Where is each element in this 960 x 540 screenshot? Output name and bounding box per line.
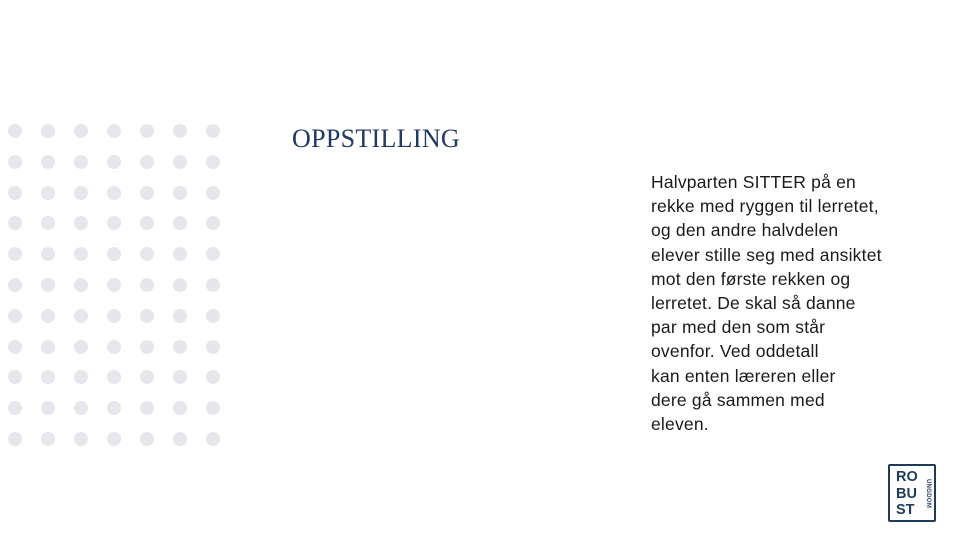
decorative-dot bbox=[41, 340, 55, 354]
logo-wordmark bbox=[896, 469, 918, 519]
decorative-dot bbox=[41, 186, 55, 200]
decorative-dot bbox=[8, 155, 22, 169]
decorative-dot bbox=[140, 340, 154, 354]
decorative-dot bbox=[8, 340, 22, 354]
logo-line: RO bbox=[896, 469, 918, 485]
body-line: ovenfor. Ved oddetall bbox=[651, 341, 819, 362]
logo-side-text: UNGDOM bbox=[925, 479, 931, 509]
decorative-dot bbox=[173, 186, 187, 200]
body-line: og den andre halvdelen bbox=[651, 220, 839, 241]
decorative-dot bbox=[41, 370, 55, 384]
decorative-dot bbox=[41, 401, 55, 415]
decorative-dot bbox=[107, 155, 121, 169]
decorative-dot bbox=[8, 247, 22, 261]
body-line: elever stille seg med ansiktet bbox=[651, 244, 882, 265]
body-line: rekke med ryggen til lerretet, bbox=[651, 196, 879, 217]
decorative-dot bbox=[140, 278, 154, 292]
decorative-dot bbox=[8, 124, 22, 138]
decorative-dot bbox=[107, 186, 121, 200]
body-line: lerretet. De skal så danne bbox=[651, 293, 856, 314]
decorative-dot bbox=[74, 278, 88, 292]
decorative-dot bbox=[8, 401, 22, 415]
decorative-dot bbox=[140, 186, 154, 200]
decorative-dot bbox=[41, 278, 55, 292]
decorative-dot bbox=[206, 247, 220, 261]
decorative-dot bbox=[8, 309, 22, 323]
body-line: Halvparten SITTER på en bbox=[651, 172, 856, 192]
decorative-dot bbox=[173, 401, 187, 415]
decorative-dot bbox=[206, 124, 220, 138]
decorative-dot bbox=[8, 432, 22, 446]
decorative-dot bbox=[173, 340, 187, 354]
decorative-dot bbox=[140, 216, 154, 230]
decorative-dot bbox=[8, 370, 22, 384]
decorative-dot bbox=[173, 124, 187, 138]
decorative-dot bbox=[107, 370, 121, 384]
decorative-dot bbox=[107, 247, 121, 261]
decorative-dot bbox=[140, 247, 154, 261]
decorative-dot bbox=[74, 309, 88, 323]
logo-line: ST bbox=[896, 502, 915, 518]
decorative-dot bbox=[8, 216, 22, 230]
decorative-dot bbox=[206, 155, 220, 169]
decorative-dot bbox=[173, 155, 187, 169]
slide-body-text bbox=[651, 170, 931, 436]
body-line: mot den første rekken og bbox=[651, 268, 851, 289]
body-line: eleven. bbox=[651, 414, 709, 435]
decorative-dot bbox=[107, 401, 121, 415]
decorative-dot bbox=[74, 124, 88, 138]
decorative-dot bbox=[74, 247, 88, 261]
decorative-dot bbox=[173, 216, 187, 230]
body-line: kan enten læreren eller bbox=[651, 365, 836, 386]
decorative-dot bbox=[107, 432, 121, 446]
decorative-dot bbox=[206, 432, 220, 446]
decorative-dot bbox=[140, 155, 154, 169]
decorative-dot bbox=[206, 278, 220, 292]
slide-title: OPPSTILLING bbox=[292, 124, 460, 153]
decorative-dot bbox=[74, 186, 88, 200]
decorative-dot bbox=[206, 216, 220, 230]
decorative-dot bbox=[173, 432, 187, 446]
decorative-dot bbox=[206, 401, 220, 415]
decorative-dot bbox=[8, 186, 22, 200]
decorative-dot bbox=[140, 432, 154, 446]
decorative-dot bbox=[173, 278, 187, 292]
logo-line: BU bbox=[896, 485, 917, 502]
decorative-dot bbox=[206, 309, 220, 323]
decorative-dot bbox=[107, 340, 121, 354]
decorative-dot bbox=[41, 216, 55, 230]
decorative-dot bbox=[41, 155, 55, 169]
decorative-dot bbox=[173, 247, 187, 261]
decorative-dot bbox=[140, 124, 154, 138]
decorative-dot bbox=[74, 401, 88, 415]
decorative-dot bbox=[206, 370, 220, 384]
robust-ungdom-logo bbox=[888, 464, 936, 522]
decorative-dot bbox=[107, 309, 121, 323]
decorative-dot bbox=[41, 432, 55, 446]
decorative-dot bbox=[173, 309, 187, 323]
decorative-dot bbox=[74, 216, 88, 230]
decorative-dot bbox=[206, 186, 220, 200]
decorative-dot bbox=[41, 309, 55, 323]
decorative-dot bbox=[107, 278, 121, 292]
decorative-dot bbox=[140, 401, 154, 415]
body-line: dere gå sammen med bbox=[651, 389, 825, 410]
decorative-dot bbox=[140, 309, 154, 323]
decorative-dot bbox=[74, 370, 88, 384]
decorative-dot bbox=[107, 216, 121, 230]
decorative-dot bbox=[74, 340, 88, 354]
decorative-dot bbox=[206, 340, 220, 354]
body-line: par med den som står bbox=[651, 317, 826, 338]
decorative-dot bbox=[41, 124, 55, 138]
decorative-dot bbox=[8, 278, 22, 292]
decorative-dot bbox=[107, 124, 121, 138]
decorative-dot bbox=[74, 432, 88, 446]
decorative-dot bbox=[74, 155, 88, 169]
decorative-dot bbox=[41, 247, 55, 261]
decorative-dot-grid bbox=[8, 124, 224, 452]
decorative-dot bbox=[140, 370, 154, 384]
decorative-dot bbox=[173, 370, 187, 384]
